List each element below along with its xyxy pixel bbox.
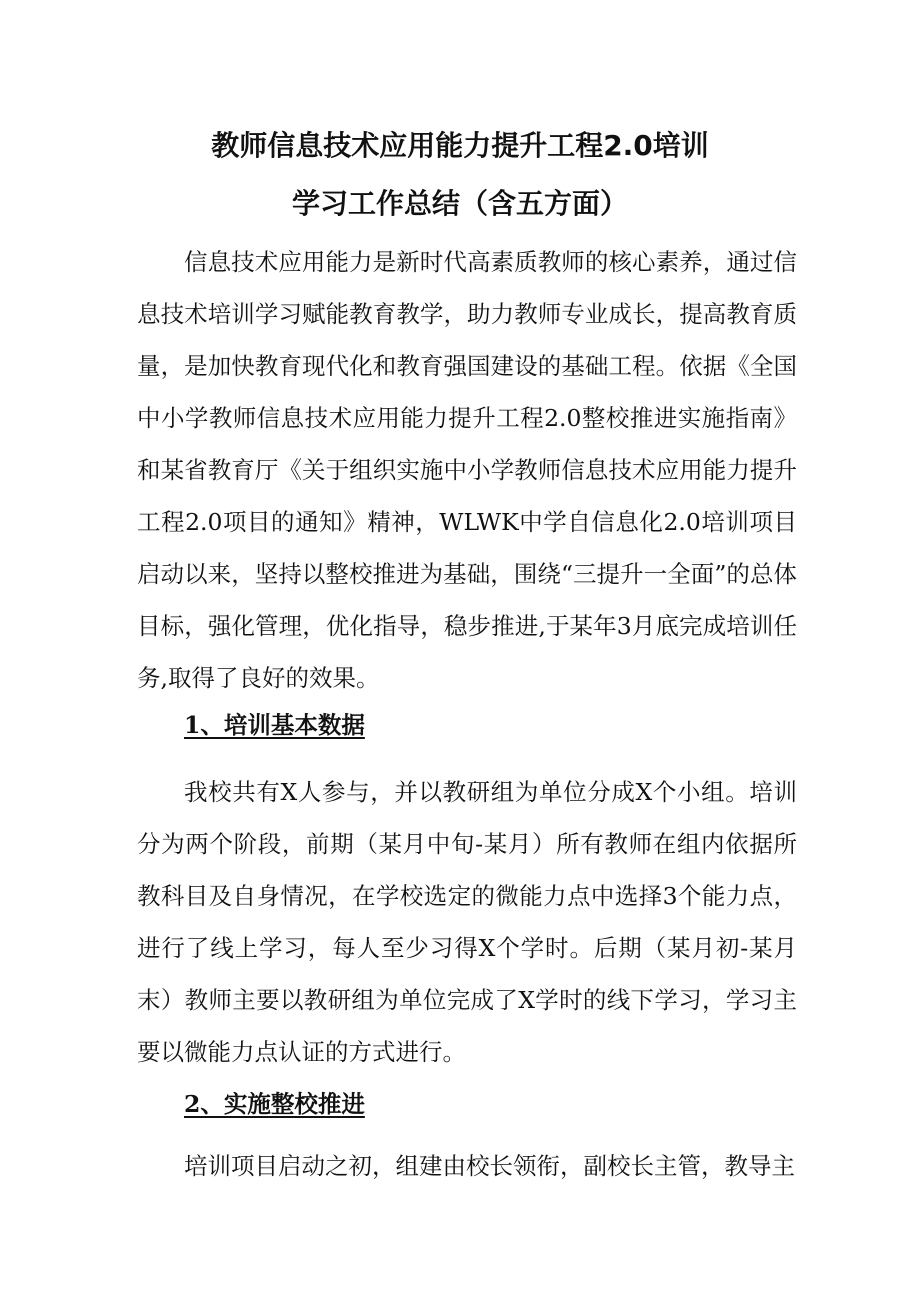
- section-1-heading: 1、培训基本数据: [184, 711, 365, 739]
- section-1-paragraph: 我校共有X人参与，并以教研组为单位分成X个小组。培训分为两个阶段，前期（某月中旬-某月）所有教师在组内依据所教科目及自身情况，在学校选定的微能力点中选择3个能力点，进行了线上学习，每人至少习得X个学时。后期（某月初-某月末）教师主要以教研组为单位完成了X学时的线下学习，学习主要以微能力点认证的方式进行。: [137, 778, 797, 1066]
- document-title-line-2: 学习工作总结（含五方面）: [291, 187, 628, 220]
- document-title-line-1: 教师信息技术应用能力提升工程2.0培训: [211, 129, 709, 162]
- intro-paragraph: 信息技术应用能力是新时代高素质教师的核心素养，通过信息技术培训学习赋能教育教学，助力教师专业成长，提高教育质量，是加快教育现代化和教育强国建设的基础工程。依据《全国中小学教师信息技术应用能力提升工程2.0整校推进实施指南》和某省教育厅《关于组织实施中小学教师信息技术应用能力提升工程2.0项目的通知》精神，WLWK中学自信息化2.0培训项目启动以来，坚持以整校推进为基础，围绕“三提升一全面”的总体目标，强化管理，优化指导，稳步推进,于某年3月底完成培训任务,取得了良好的效果。: [137, 248, 797, 692]
- section-2-heading: 2、实施整校推进: [184, 1090, 365, 1118]
- section-2-paragraph: 培训项目启动之初，组建由校长领衔，副校长主管，教导主: [184, 1152, 795, 1180]
